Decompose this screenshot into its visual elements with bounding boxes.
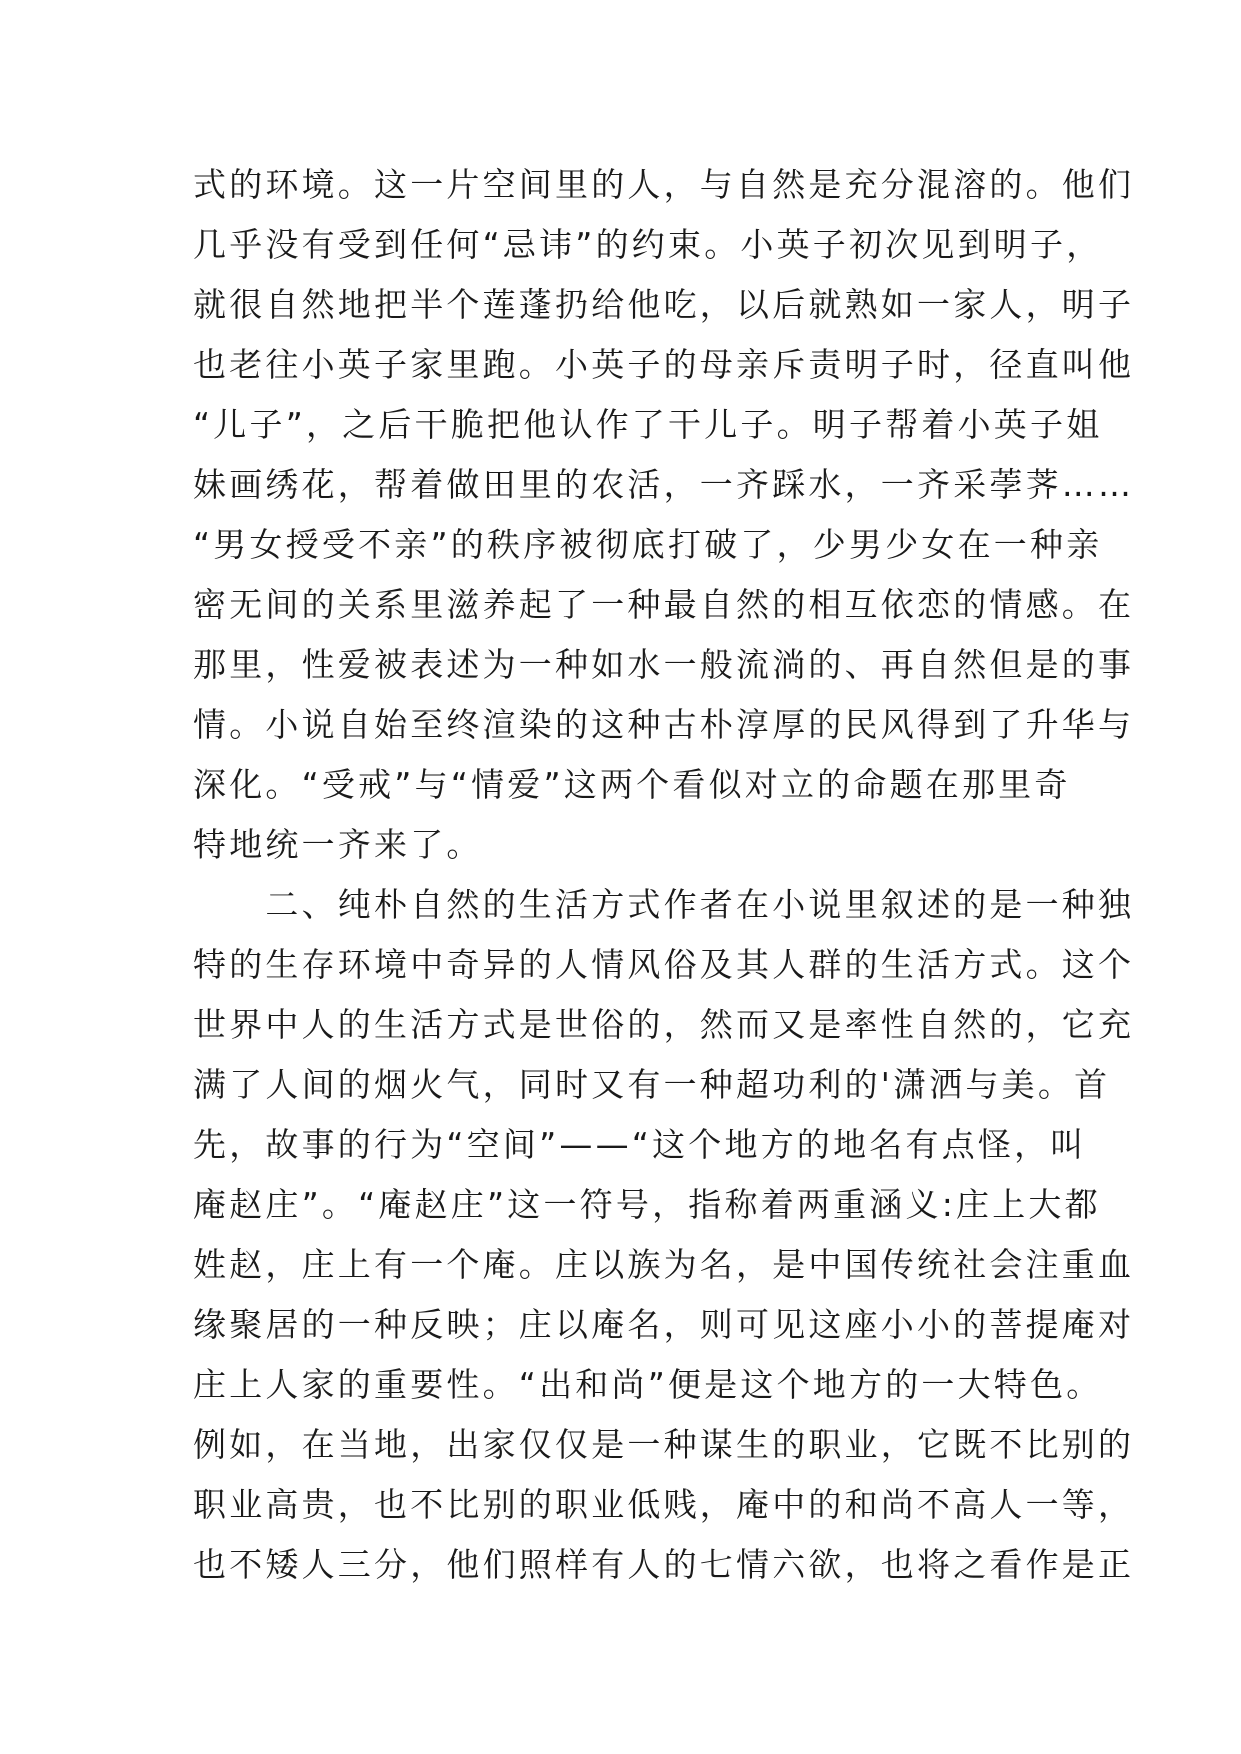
text-line: 姓赵，庄上有一个庵。庄以族为名，是中国传统社会注重血 (193, 1245, 1135, 1284)
text-line: 式的环境。这一片空间里的人，与自然是充分混溶的。他们 (193, 165, 1135, 204)
text-line: 先，故事的行为“空间”——“这个地方的地名有点怪，叫 (193, 1125, 1087, 1164)
text-line: 特地统一齐来了。 (193, 825, 483, 864)
text-line: 密无间的关系里滋养起了一种最自然的相互依恋的情感。在 (193, 585, 1135, 624)
paragraph-start-line: 二、纯朴自然的生活方式作者在小说里叙述的是一种独 (193, 885, 1135, 924)
text-line: “男女授受不亲”的秩序被彻底打破了，少男少女在一种亲 (193, 525, 1103, 564)
text-line: 深化。“受戒”与“情爱”这两个看似对立的命题在那里奇 (193, 765, 1071, 804)
text-line: 特的生存环境中奇异的人情风俗及其人群的生活方式。这个 (193, 945, 1135, 984)
text-line: 庄上人家的重要性。“出和尚”便是这个地方的一大特色。 (193, 1365, 1103, 1404)
text-line: “儿子”，之后干脆把他认作了干儿子。明子帮着小英子姐 (193, 405, 1103, 444)
text-line: 也老往小英子家里跑。小英子的母亲斥责明子时，径直叫他 (193, 345, 1135, 384)
text-line: 妹画绣花，帮着做田里的农活，一齐踩水，一齐采荸荠…… (193, 465, 1135, 504)
text-line: 也不矮人三分，他们照样有人的七情六欲，也将之看作是正 (193, 1545, 1135, 1584)
text-line: 例如，在当地，出家仅仅是一种谋生的职业，它既不比别的 (193, 1425, 1135, 1464)
text-line: 缘聚居的一种反映；庄以庵名，则可见这座小小的菩提庵对 (193, 1305, 1135, 1344)
body-text (193, 155, 1135, 1595)
text-line: 世界中人的生活方式是世俗的，然而又是率性自然的，它充 (193, 1005, 1135, 1044)
text-line: 那里，性爱被表述为一种如水一般流淌的、再自然但是的事 (193, 645, 1135, 684)
text-line: 情。小说自始至终渲染的这种古朴淳厚的民风得到了升华与 (193, 705, 1135, 744)
text-line: 满了人间的烟火气，同时又有一种超功利的'潇洒与美。首 (193, 1065, 1111, 1104)
text-line: 几乎没有受到任何“忌讳”的约束。小英子初次见到明子， (193, 225, 1103, 264)
text-line: 庵赵庄”。“庵赵庄”这一符号，指称着两重涵义:庄上大都 (193, 1185, 1101, 1224)
text-line: 就很自然地把半个莲蓬扔给他吃，以后就熟如一家人，明子 (193, 285, 1135, 324)
text-line: 职业高贵，也不比别的职业低贱，庵中的和尚不高人一等， (193, 1485, 1135, 1524)
